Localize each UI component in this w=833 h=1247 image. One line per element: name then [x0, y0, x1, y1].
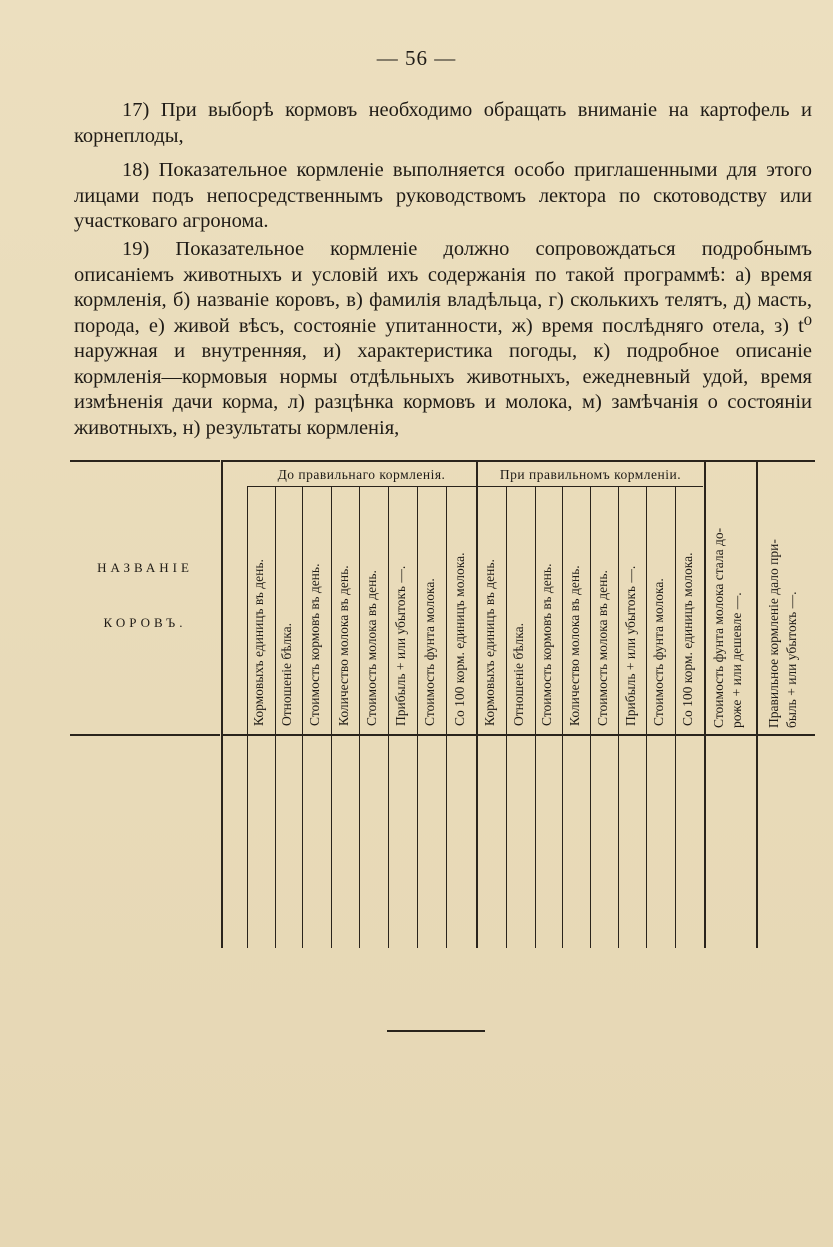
group-divider: [476, 460, 478, 948]
col-divider: [506, 486, 507, 948]
g1-col-protein-ratio: Отношеніе бѣлка.: [279, 622, 294, 726]
extra-col2-line1: Правильное кормленіе дало при-: [766, 539, 781, 728]
col-divider: [675, 486, 676, 948]
table-top-rule: [222, 460, 815, 462]
paragraph-19-text: 19) Показательное кормленіе должно сопровождаться подробнымъ описаніемъ животныхъ и условій ихъ содержанія по такой программѣ: а) время кормленія, б) названіе коровъ, в) фамилія владѣльца, г) сколькихъ телятъ, д) масть, порода, е) живой вѣсъ, состояніе упитанности, ж) время послѣдняго отела, з) t⁰ наружная и внутренняя, и) характеристика погоды, к) подробное описаніе кормленія—кормовыя нормы отдѣльныхъ животныхъ, ежедневный удой, время измѣненія дачи корма, л) разцѣнка кормовъ и молока, м) замѣчанія о состояніи животныхъ, н) результаты кормленія,: [74, 238, 812, 439]
col-divider: [302, 486, 303, 948]
col-divider: [446, 486, 447, 948]
group2-title: При правильномъ кормленіи.: [499, 467, 682, 482]
group1-title: До правильнаго кормленія.: [277, 467, 446, 482]
g2-col-milk-qty: Количество молока въ день.: [567, 565, 582, 726]
col-divider: [247, 486, 248, 948]
paragraph-18: [74, 158, 812, 235]
page-number: — 56 —: [376, 46, 457, 70]
col-divider: [388, 486, 389, 948]
col-divider: [331, 486, 332, 948]
table-top-rule-left: [70, 460, 220, 462]
g1-col-feed-cost: Стоимость кормовъ въ день.: [307, 563, 322, 726]
g2-col-pound-cost: Стоимость фунта молока.: [651, 578, 666, 726]
name-col-label-2: КОРОВЪ.: [103, 615, 187, 630]
g2-col-profit: Прибыль + или убытокъ —.: [623, 565, 638, 726]
extra-col1-line1: Стоимость фунта молока стала до-: [711, 527, 726, 728]
paragraph-18-text: 18) Показательное кормленіе выполняется особо приглашенными для этого лицами подъ непосредственнымъ руководствомъ лектора по скотоводству или участковаго агронома.: [74, 159, 812, 232]
feeding-results-table: [70, 458, 815, 948]
paragraph-19: [74, 237, 812, 441]
g1-col-milk-qty: Количество молока въ день.: [336, 565, 351, 726]
col-divider: [359, 486, 360, 948]
col-divider: [590, 486, 591, 948]
extra-col-divider: [704, 460, 706, 948]
col-divider: [535, 486, 536, 948]
closing-rule: [387, 1030, 485, 1032]
col-divider: [646, 486, 647, 948]
col-divider: [275, 486, 276, 948]
group1-underline: [247, 486, 476, 487]
g1-col-per-100-units: Со 100 корм. единицъ молока.: [452, 552, 467, 726]
g1-col-feed-units: Кормовыхъ единицъ въ день.: [251, 559, 266, 726]
name-col-label-1: НАЗВАНІЕ: [97, 560, 193, 575]
col-divider: [417, 486, 418, 948]
header-bottom-rule: [222, 734, 815, 736]
paragraph-17-text: 17) При выборѣ кормовъ необходимо обращать вниманіе на картофель и корнеплоды,: [74, 99, 812, 147]
col-divider: [562, 486, 563, 948]
g2-col-feed-units: Кормовыхъ единицъ въ день.: [482, 559, 497, 726]
extra-col2-divider: [756, 460, 758, 948]
g2-col-protein-ratio: Отношеніе бѣлка.: [511, 622, 526, 726]
header-bottom-rule-left: [70, 734, 220, 736]
g2-col-feed-cost: Стоимость кормовъ въ день.: [539, 563, 554, 726]
extra-col1-line2: роже + или дешевле —.: [729, 592, 744, 728]
extra-col2-line2: быль + или убытокъ —.: [784, 591, 799, 728]
g1-col-pound-cost: Стоимость фунта молока.: [422, 578, 437, 726]
g2-col-milk-value: Стоимость молока въ день.: [595, 570, 610, 726]
name-col-divider: [221, 460, 223, 948]
g1-col-profit: Прибыль + или убытокъ —.: [393, 565, 408, 726]
g2-col-per-100-units: Со 100 корм. единицъ молока.: [680, 552, 695, 726]
paragraph-17: [74, 98, 812, 149]
g1-col-milk-value: Стоимость молока въ день.: [364, 570, 379, 726]
col-divider: [618, 486, 619, 948]
